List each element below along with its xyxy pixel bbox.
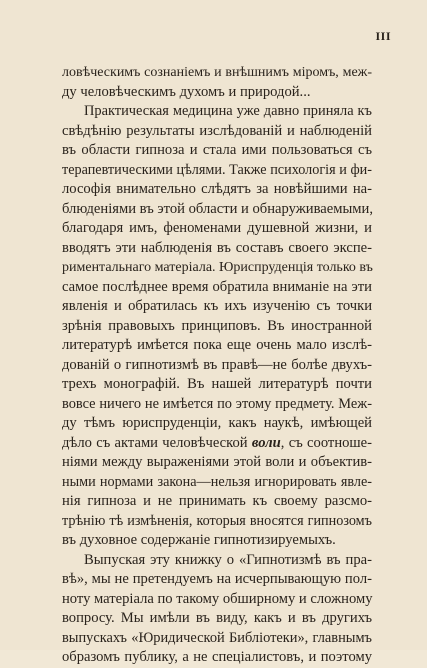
text-line: Выпуская эту книжку о «Гипнотизмѣ въ пра- <box>84 551 372 568</box>
text-line: ду человѣческимъ духомъ и природой... <box>62 83 311 100</box>
text-line: литературѣ имѣется пока еще очень мало изслѣ- <box>62 337 372 353</box>
text-line: вопросу. Мы имѣли въ виду, какъ и въ другихъ <box>62 610 372 626</box>
page-number: III <box>375 29 391 43</box>
text-line: свѣдѣнію результаты изслѣдованій и наблюденій <box>62 122 372 139</box>
paragraph-start: Практическая медицина уже давно приняла къ <box>84 103 372 119</box>
text-line: трѣнію тѣ измѣненія, которыя вносятся гипнозомъ <box>62 512 372 529</box>
text-segment: , съ соотноше- <box>280 434 372 451</box>
text-line: ловѣческимъ сознаніемъ и внѣшнимъ міромъ, меж- <box>62 65 372 80</box>
text-line: самое послѣднее время обратила вниманіе на эти <box>62 278 372 295</box>
text-line: дованій о гипнотизмѣ въ правѣ—не болѣе двухъ- <box>62 356 372 373</box>
text-line: благодаря имъ, феноменами душевной жизни, и <box>62 220 372 236</box>
text-line: явленія и обратилась къ ихъ изученію съ точки <box>62 298 372 314</box>
text-line: вѣ», мы не претендуемъ на исчерпывающую пол- <box>62 571 372 587</box>
text-line: терапевтическими цѣлями. Также психологія и фи- <box>62 161 372 178</box>
body-text <box>62 63 372 668</box>
text-line: ніями между выраженіями этой воли и объектив- <box>62 454 372 470</box>
text-line <box>62 102 372 122</box>
text-line: вводятъ эти наблюденія въ составъ своего экспе- <box>62 239 372 256</box>
emphasized-word: воли <box>251 434 281 451</box>
text-line: въ области гипноза и стала ими пользоваться съ <box>62 142 372 158</box>
text-line: въ духовное содержаніе гипнотизируемыхъ. <box>62 532 336 548</box>
text-line: выпускахъ «Юридической Библіотеки», главнымъ <box>62 629 372 646</box>
text-line: ду тѣмъ юриспруденціи, какъ наукѣ, имѣющей <box>62 415 372 431</box>
text-line-with-emphasis <box>62 434 372 454</box>
text-line: трехъ монографій. Въ нашей литературѣ почти <box>62 376 372 392</box>
text-line: нія гипноза и не принимать къ своему разсмо- <box>62 493 372 509</box>
text-line: зрѣнія правовыхъ принциповъ. Въ иностранной <box>62 317 372 334</box>
text-line: образомъ публику, а не спеціалистовъ, и поэтому <box>62 649 372 665</box>
text-line: риментальнаго матеріала. Юриспруденція только въ <box>62 260 373 275</box>
text-segment: дѣло съ актами человѣческой <box>62 434 252 451</box>
text-line: ноту матеріала по такому обширному и сложному <box>62 590 373 607</box>
text-line: ными нормами закона—нельзя игнорировать явле- <box>62 473 372 490</box>
text-line: вовсе ничего не имѣется по этому предмету. Меж- <box>62 395 372 412</box>
text-line: лософія внимательно слѣдятъ за новѣйшими на- <box>62 181 372 197</box>
text-line: блюденіями въ этой области и обнаруживаемыми, <box>62 200 373 217</box>
